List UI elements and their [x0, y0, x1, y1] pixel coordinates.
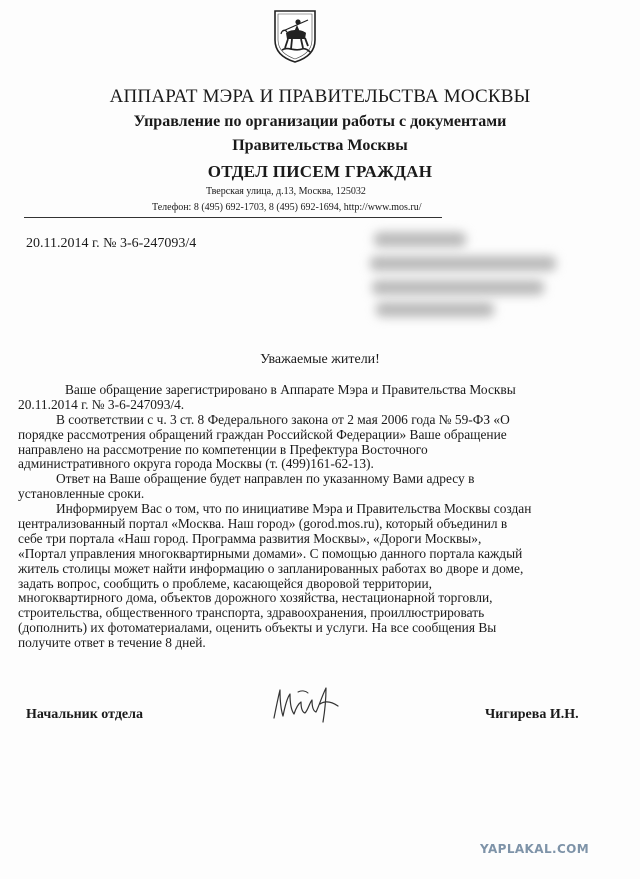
government-title: Правительства Москвы: [232, 137, 408, 154]
signer-name: Чигирева И.Н.: [485, 707, 579, 722]
moscow-coat-of-arms-icon: [272, 8, 318, 64]
unit-title: ОТДЕЛ ПИСЕМ ГРАЖДАН: [207, 162, 433, 181]
phone-line: Телефон: 8 (495) 692-1703, 8 (495) 692-1694, http://www.mos.ru/: [152, 202, 422, 213]
letter-body: [18, 382, 585, 651]
body-line: «Портал управления многоквартирными домами». С помощью данного портала каждый: [18, 545, 523, 561]
body-line: порядке рассмотрения обращений граждан Российской Федерации» Ваше обращение: [18, 426, 507, 442]
signer-position: Начальник отдела: [26, 707, 143, 722]
body-line: житель столицы может найти информацию о запланированных работах во дворе и доме,: [18, 560, 524, 576]
body-line: строительства, общественного транспорта, здравоохранения, проиллюстрировать: [18, 605, 485, 621]
body-line: централизованный портал «Москва. Наш город» (gorod.mos.ru), который объединил в: [18, 516, 508, 532]
body-line: направлено на рассмотрение по компетенции в Префектура Восточного: [18, 441, 428, 457]
handwritten-signature-icon: [268, 680, 348, 728]
header-divider: [24, 217, 442, 218]
registration-number: 20.11.2014 г. № 3-6-247093/4: [26, 236, 197, 251]
body-line: Информируем Вас о том, что по инициативе Мэра и Правительства Москвы создан: [56, 501, 532, 517]
address-line: Тверская улица, д.13, Москва, 125032: [206, 186, 366, 197]
body-line: получите ответ в течение 8 дней.: [18, 635, 206, 651]
body-line: себе три портала «Наш город. Программа развития Москвы», «Дороги Москвы»,: [18, 530, 482, 546]
body-line: В соответствии с ч. 3 ст. 8 Федерального закона от 2 мая 2006 года № 59-ФЗ «О: [56, 411, 510, 427]
body-line: административного округа города Москвы (т. (499)161-62-13).: [18, 456, 374, 472]
department-title: Управление по организации работы с документами: [133, 113, 507, 130]
body-line: Ответ на Ваше обращение будет направлен по указанному Вами адресу в: [56, 471, 475, 487]
body-line: Ваше обращение зарегистрировано в Аппарате Мэра и Правительства Москвы: [65, 382, 516, 397]
body-line: задать вопрос, сообщить о проблеме, касающейся дворовой территории,: [18, 575, 432, 591]
body-line: многоквартирного дома, объектов дорожного хозяйства, нестационарной торговли,: [18, 590, 493, 606]
body-line: установленные сроки.: [18, 486, 145, 502]
site-watermark: YAPLAKAL.COM: [480, 842, 590, 856]
redacted-recipient-address: [368, 228, 564, 324]
greeting: Уважаемые жители!: [260, 352, 380, 367]
body-line: (дополнить) их фотоматериалами, оценить объекты и услуги. На все сообщения Вы: [18, 620, 497, 636]
organization-title: АППАРАТ МЭРА И ПРАВИТЕЛЬСТВА МОСКВЫ: [109, 86, 531, 107]
body-line: 20.11.2014 г. № 3-6-247093/4.: [18, 396, 185, 412]
